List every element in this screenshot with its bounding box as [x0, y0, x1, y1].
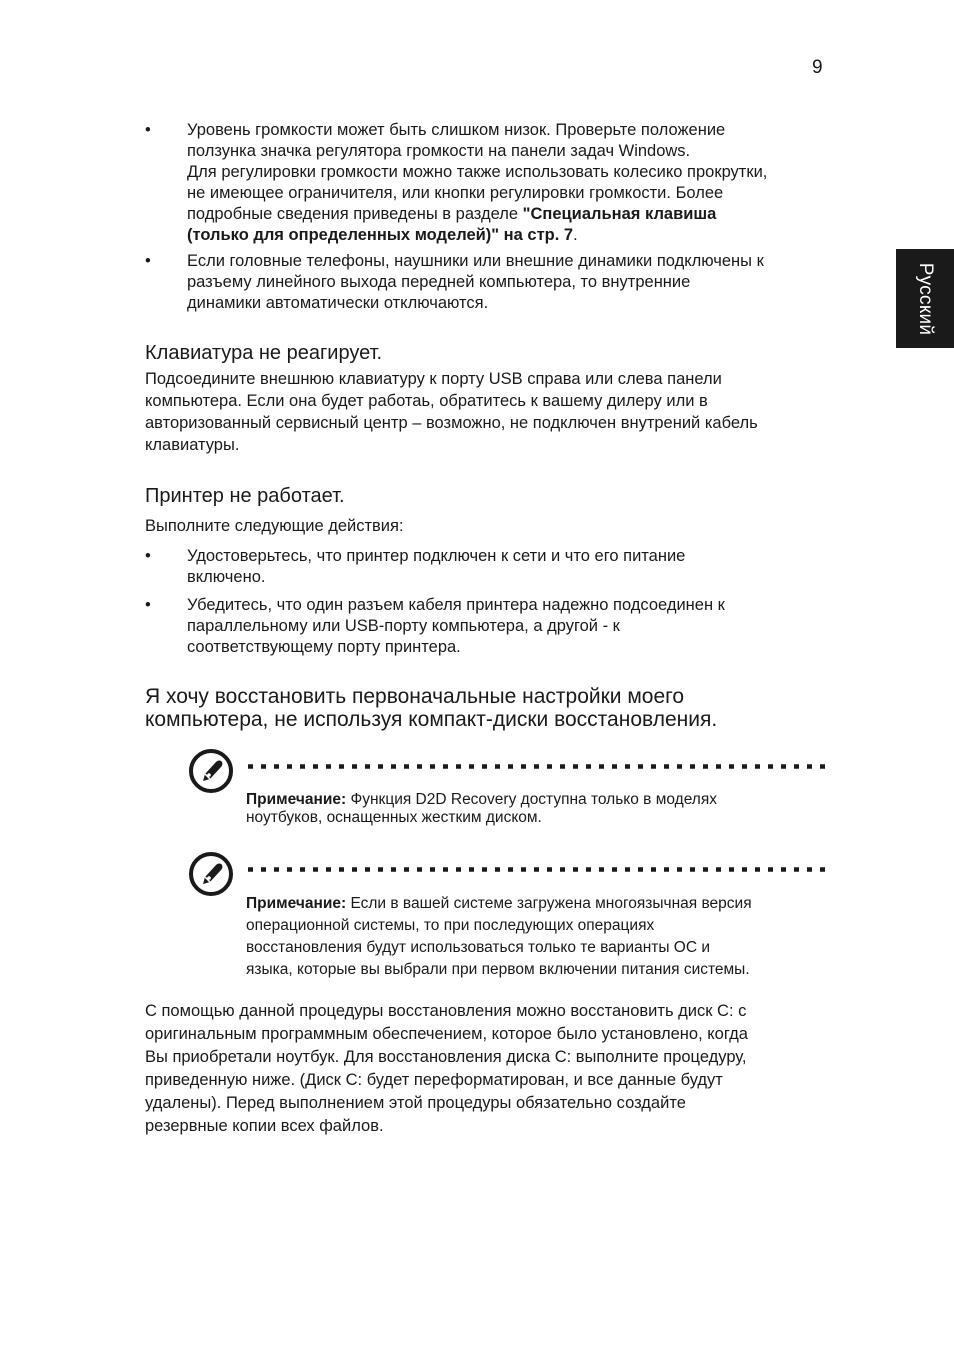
section-reference: (только для определенных моделей)" на стр. 7: [187, 226, 574, 244]
printer-heading: Принтер не работает.: [145, 485, 345, 507]
printer-bullet-connection: [145, 546, 835, 588]
note-multilingual-os: [246, 893, 836, 981]
bullet-dot: •: [145, 252, 151, 270]
text-line: Вы приобретали ноутбук. Для восстановления диска C: выполните процедуру,: [145, 1048, 747, 1066]
text-line: динамики автоматически отключаются.: [187, 294, 489, 312]
text-line: С помощью данной процедуры восстановления можно восстановить диск C: с: [145, 1002, 747, 1020]
text-line: приведенную ниже. (Диск C: будет переформатирован, и все данные будут: [145, 1071, 723, 1089]
text-line: включено.: [187, 568, 266, 586]
text-line: [187, 204, 835, 225]
language-tab: [896, 249, 954, 348]
keyboard-paragraph: [145, 369, 835, 456]
keyboard-heading: Клавиатура не реагирует.: [145, 342, 383, 364]
text-line: [246, 791, 836, 809]
text-line: Если головные телефоны, наушники или внешние динамики подключены к: [187, 252, 764, 270]
text-line: не имеющее ограничителя, или кнопки регулировки громкости. Более: [187, 184, 724, 202]
headphones-bullet: [145, 251, 835, 314]
note-divider: [246, 867, 832, 872]
text-line: операционной системы, то при последующих операциях: [246, 917, 655, 934]
text-line: языка, которые вы выбрали при первом включении питания системы.: [246, 961, 750, 978]
note-recovery-availability: [246, 791, 836, 827]
text-line: Уровень громкости может быть слишком низок. Проверьте положение: [187, 121, 726, 139]
text-line: соответствующему порту принтера.: [187, 638, 461, 656]
text-line: восстановления будут использоваться только те варианты ОС и: [246, 939, 711, 956]
note-label: Примечание:: [246, 791, 347, 808]
text-span: Если в вашей системе загружена многоязычная версия: [346, 895, 752, 912]
heading-line: компьютера, не используя компакт-диски восстановления.: [145, 708, 718, 731]
language-tab-label: Русский: [915, 262, 936, 335]
bullet-dot: •: [145, 121, 151, 139]
text-line: [246, 893, 836, 915]
text-line: компьютера. Если она будет работаь, обратитесь к вашему дилеру или в: [145, 392, 708, 410]
note-pen-icon: [188, 851, 234, 897]
text-line: ползунка значка регулятора громкости на панели задач Windows.: [187, 142, 691, 160]
text-span: подробные сведения приведены в разделе: [187, 205, 523, 223]
text-line: Подсоедините внешнюю клавиатуру к порту USB справа или слева панели: [145, 370, 722, 388]
text-line: Для регулировки громкости можно также использовать колесико прокрутки,: [187, 163, 768, 181]
text-line: Убедитесь, что один разъем кабеля принтера надежно подсоединен к: [187, 596, 725, 614]
restore-heading: [145, 685, 845, 731]
volume-bullet: [145, 120, 835, 246]
bullet-dot: •: [145, 547, 151, 565]
text-line: резервные копии всех файлов.: [145, 1117, 384, 1135]
note-pen-icon: [188, 748, 234, 794]
heading-line: Я хочу восстановить первоначальные настройки моего: [145, 685, 685, 708]
restore-paragraph: [145, 1000, 835, 1138]
bullet-dot: •: [145, 596, 151, 614]
text-line: удалены). Перед выполнением этой процедуры обязательно создайте: [145, 1094, 686, 1112]
text-line: [187, 225, 835, 246]
text-line: разъему линейного выхода передней компьютера, то внутренние: [187, 273, 691, 291]
text-line: клавиатуры.: [145, 436, 240, 454]
text-span: .: [573, 226, 578, 244]
text-line: параллельному или USB-порту компьютера, а другой - к: [187, 617, 620, 635]
page-number: 9: [812, 57, 823, 78]
text-line: оригинальным программным обеспечением, которое было установлено, когда: [145, 1025, 748, 1043]
text-line: ноутбуков, оснащенных жестким диском.: [246, 809, 542, 826]
text-line: авторизованный сервисный центр – возможно, не подключен внутрений кабель: [145, 414, 758, 432]
printer-intro: Выполните следующие действия:: [145, 517, 404, 535]
note-divider: [246, 764, 832, 769]
text-line: Удостоверьтесь, что принтер подключен к сети и что его питание: [187, 547, 686, 565]
note-label: Примечание:: [246, 895, 347, 912]
printer-bullet-cable: [145, 595, 835, 658]
text-span: Функция D2D Recovery доступна только в моделях: [346, 791, 717, 808]
section-reference: "Специальная клавиша: [522, 205, 717, 223]
